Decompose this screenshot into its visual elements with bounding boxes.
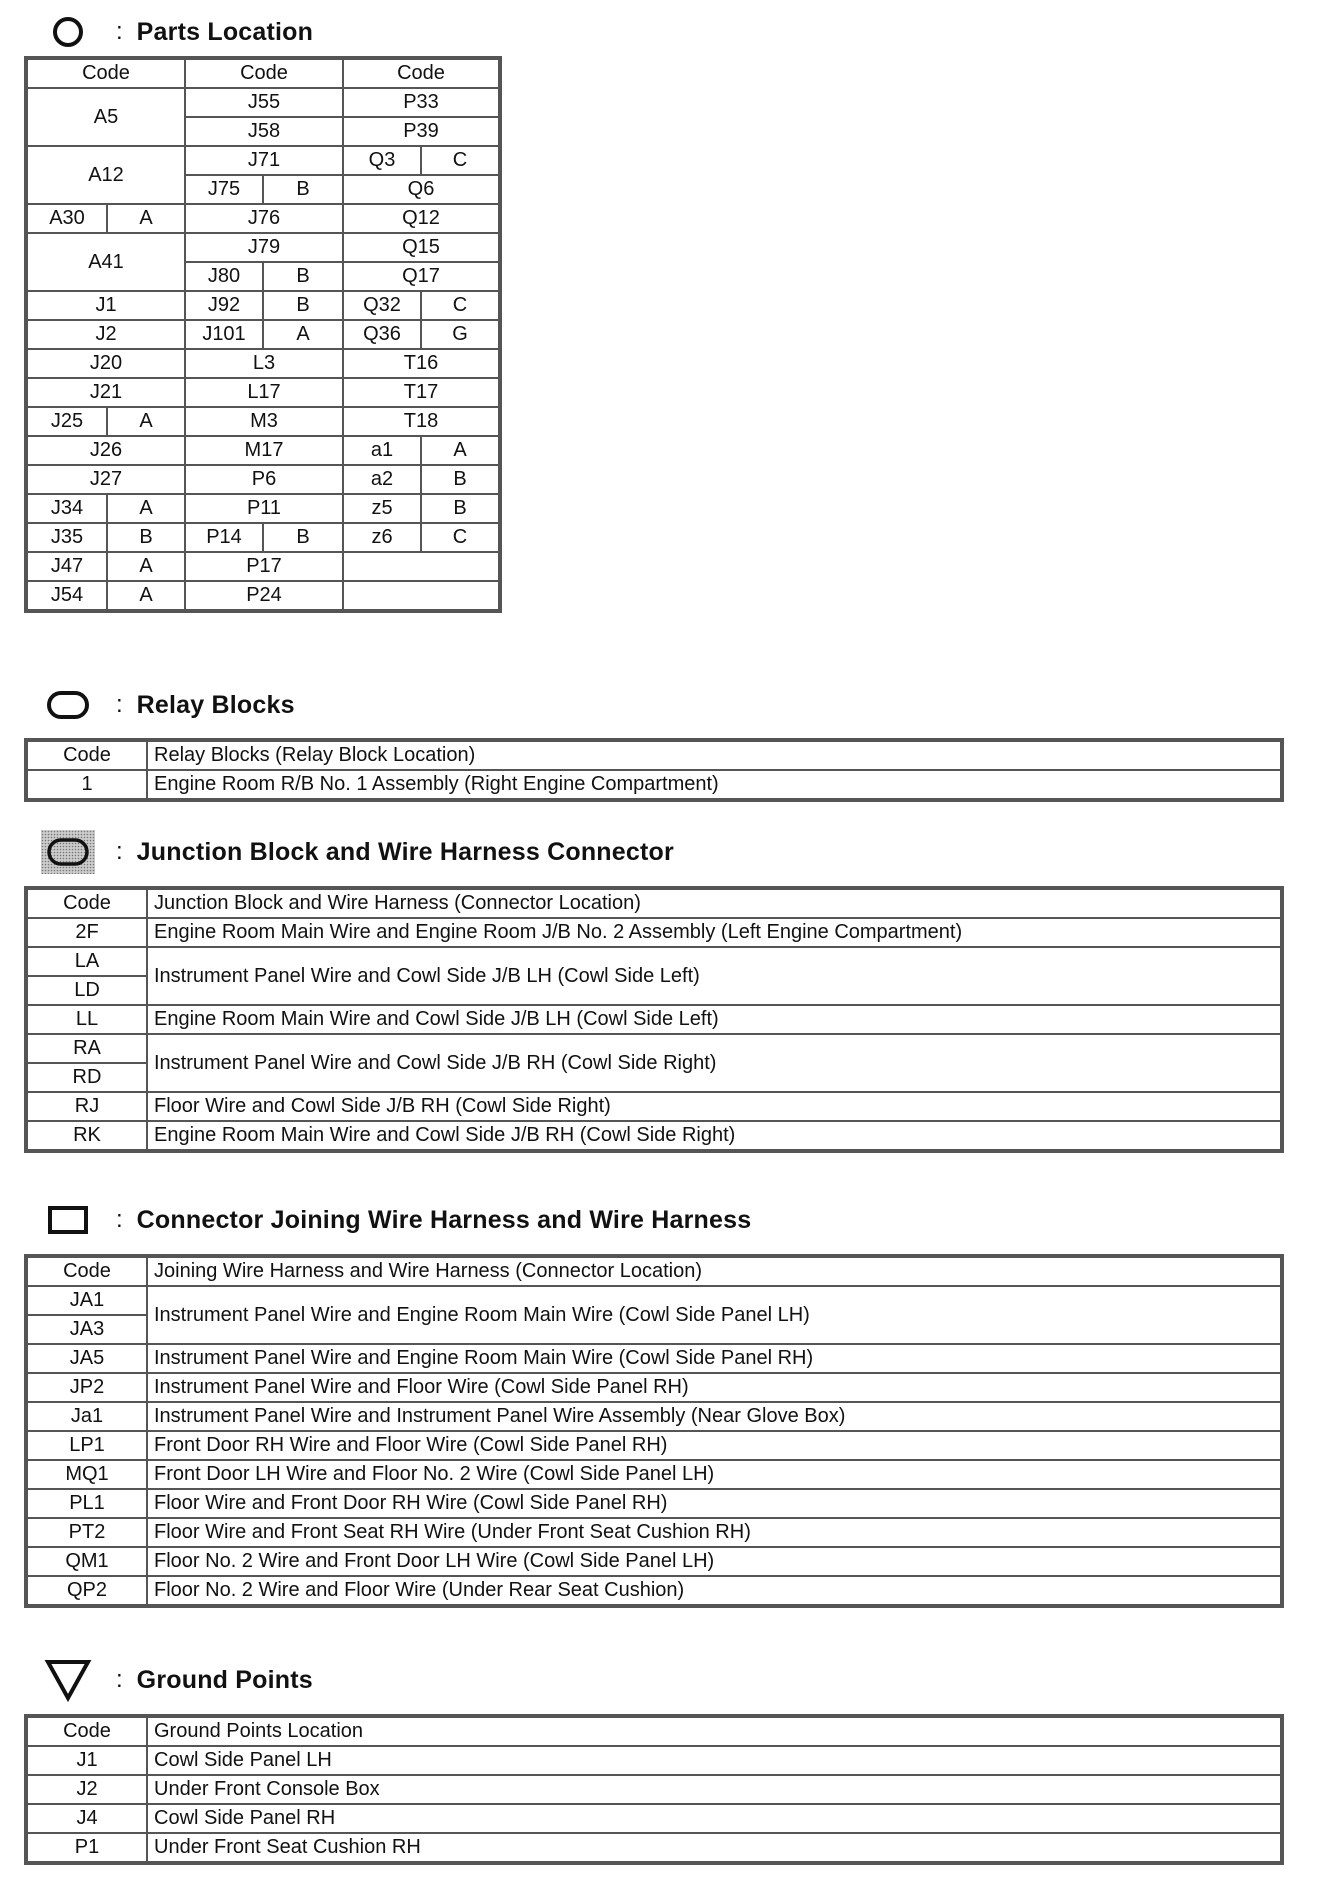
code-cell: P17 xyxy=(185,552,343,581)
code-cell: P11 xyxy=(185,494,343,523)
code-cell: QM1 xyxy=(27,1547,147,1576)
code-cell: J47 xyxy=(27,552,107,581)
connector-joining-table xyxy=(26,1256,1282,1606)
code-cell: J4 xyxy=(27,1804,147,1833)
location-cell: Floor Wire and Cowl Side J/B RH (Cowl Side Right) xyxy=(147,1092,1281,1121)
code-cell: J26 xyxy=(27,436,185,465)
location-cell: Floor No. 2 Wire and Floor Wire (Under Rear Seat Cushion) xyxy=(147,1576,1281,1605)
table-row xyxy=(27,407,499,436)
code-cell: P6 xyxy=(185,465,343,494)
code-cell: J1 xyxy=(27,1746,147,1775)
code-cell: J20 xyxy=(27,349,185,378)
code-cell: 2F xyxy=(27,918,147,947)
table-row xyxy=(27,1344,1281,1373)
code-cell: J35 xyxy=(27,523,107,552)
code-cell: LP1 xyxy=(27,1431,147,1460)
header-cell: Code xyxy=(27,889,147,918)
code-cell: A5 xyxy=(27,88,185,146)
colon: : xyxy=(116,1206,123,1233)
sub-code-cell: A xyxy=(107,407,185,436)
location-cell: Floor Wire and Front Seat RH Wire (Under Front Seat Cushion RH) xyxy=(147,1518,1281,1547)
location-cell: Under Front Seat Cushion RH xyxy=(147,1833,1281,1862)
sub-code-cell: G xyxy=(421,320,499,349)
table-row xyxy=(27,581,499,610)
code-cell: Q15 xyxy=(343,233,499,262)
location-cell: Instrument Panel Wire and Floor Wire (Cowl Side Panel RH) xyxy=(147,1373,1281,1402)
section-title: Relay Blocks xyxy=(136,690,295,719)
code-cell: J71 xyxy=(185,146,343,175)
code-cell: M3 xyxy=(185,407,343,436)
code-cell: LA xyxy=(27,947,147,976)
code-cell: RJ xyxy=(27,1092,147,1121)
code-cell: J34 xyxy=(27,494,107,523)
location-cell: Instrument Panel Wire and Cowl Side J/B LH (Cowl Side Left) xyxy=(147,947,1281,1005)
code-cell: L3 xyxy=(185,349,343,378)
table-row xyxy=(27,465,499,494)
table-row xyxy=(27,1746,1281,1775)
table-row xyxy=(27,233,499,262)
code-cell: JP2 xyxy=(27,1373,147,1402)
code-cell: RK xyxy=(27,1121,147,1150)
code-cell: J21 xyxy=(27,378,185,407)
code-cell: J55 xyxy=(185,88,343,117)
relay-blocks-table xyxy=(26,740,1282,800)
code-cell: P1 xyxy=(27,1833,147,1862)
code-cell: J25 xyxy=(27,407,107,436)
junction-block-table xyxy=(26,888,1282,1151)
header-cell: Relay Blocks (Relay Block Location) xyxy=(147,741,1281,770)
location-cell: Instrument Panel Wire and Instrument Panel Wire Assembly (Near Glove Box) xyxy=(147,1402,1281,1431)
relay-blocks-heading xyxy=(40,685,295,725)
table-header-row xyxy=(27,741,1281,770)
table-row xyxy=(27,494,499,523)
table-row xyxy=(27,1121,1281,1150)
table-row xyxy=(27,1547,1281,1576)
table-header-row xyxy=(27,1257,1281,1286)
table-row xyxy=(27,1034,1281,1063)
sub-code-cell: B xyxy=(263,291,343,320)
code-cell: J80 xyxy=(185,262,263,291)
code-cell: J58 xyxy=(185,117,343,146)
code-cell: T17 xyxy=(343,378,499,407)
ground-points-heading xyxy=(40,1660,313,1700)
location-cell: Instrument Panel Wire and Cowl Side J/B RH (Cowl Side Right) xyxy=(147,1034,1281,1092)
section-title: Parts Location xyxy=(136,17,314,46)
junction-block-heading xyxy=(40,832,674,872)
code-cell: J2 xyxy=(27,320,185,349)
code-cell: LD xyxy=(27,976,147,1005)
location-cell: Engine Room Main Wire and Cowl Side J/B RH (Cowl Side Right) xyxy=(147,1121,1281,1150)
code-cell: a1 xyxy=(343,436,421,465)
code-cell: P24 xyxy=(185,581,343,610)
table-row xyxy=(27,1286,1281,1315)
triangle-down-icon xyxy=(40,1660,96,1700)
table-row xyxy=(27,204,499,233)
table-row xyxy=(27,349,499,378)
table-row xyxy=(27,552,499,581)
table-row xyxy=(27,1402,1281,1431)
table-row xyxy=(27,1804,1281,1833)
table-row xyxy=(27,378,499,407)
table-row xyxy=(27,770,1281,799)
table-row xyxy=(27,1373,1281,1402)
table-row xyxy=(27,1092,1281,1121)
rounded-rect-icon xyxy=(40,685,96,725)
location-cell: Cowl Side Panel RH xyxy=(147,1804,1281,1833)
code-cell: Q12 xyxy=(343,204,499,233)
location-cell: Engine Room R/B No. 1 Assembly (Right Engine Compartment) xyxy=(147,770,1281,799)
code-cell: JA5 xyxy=(27,1344,147,1373)
location-cell: Instrument Panel Wire and Engine Room Main Wire (Cowl Side Panel RH) xyxy=(147,1344,1281,1373)
code-cell: RA xyxy=(27,1034,147,1063)
location-cell: Cowl Side Panel LH xyxy=(147,1746,1281,1775)
section-title: Ground Points xyxy=(136,1665,313,1694)
header-cell: Ground Points Location xyxy=(147,1717,1281,1746)
code-cell: J75 xyxy=(185,175,263,204)
code-cell: L17 xyxy=(185,378,343,407)
sub-code-cell: B xyxy=(263,523,343,552)
code-cell: J1 xyxy=(27,291,185,320)
code-cell: P39 xyxy=(343,117,499,146)
sub-code-cell: A xyxy=(107,581,185,610)
sub-code-cell: A xyxy=(421,436,499,465)
sub-code-cell: C xyxy=(421,146,499,175)
location-cell: Front Door LH Wire and Floor No. 2 Wire (Cowl Side Panel LH) xyxy=(147,1460,1281,1489)
code-cell: PT2 xyxy=(27,1518,147,1547)
code-cell: 1 xyxy=(27,770,147,799)
code-cell: Q36 xyxy=(343,320,421,349)
sub-code-cell: B xyxy=(421,494,499,523)
colon: : xyxy=(116,838,123,865)
code-cell: A12 xyxy=(27,146,185,204)
code-cell: J27 xyxy=(27,465,185,494)
code-cell: Ja1 xyxy=(27,1402,147,1431)
code-cell: PL1 xyxy=(27,1489,147,1518)
code-cell: QP2 xyxy=(27,1576,147,1605)
code-cell: Q32 xyxy=(343,291,421,320)
table-row xyxy=(27,947,1281,976)
table-row xyxy=(27,320,499,349)
header-cell: Code xyxy=(27,1717,147,1746)
shaded-rounded-rect-icon xyxy=(40,832,96,872)
sub-code-cell: A xyxy=(107,552,185,581)
table-row xyxy=(27,146,499,175)
sub-code-cell: A xyxy=(107,204,185,233)
code-cell: Q17 xyxy=(343,262,499,291)
section-title: Junction Block and Wire Harness Connector xyxy=(136,837,674,866)
header-cell: Code xyxy=(27,59,185,88)
code-cell: P14 xyxy=(185,523,263,552)
table-header-row xyxy=(27,1717,1281,1746)
table-row xyxy=(27,1431,1281,1460)
code-cell: A41 xyxy=(27,233,185,291)
code-cell: M17 xyxy=(185,436,343,465)
colon: : xyxy=(116,18,123,45)
table-row xyxy=(27,1576,1281,1605)
code-cell: J2 xyxy=(27,1775,147,1804)
code-cell: Q3 xyxy=(343,146,421,175)
empty-cell xyxy=(343,552,499,581)
colon: : xyxy=(116,1666,123,1693)
table-row xyxy=(27,88,499,117)
table-row xyxy=(27,291,499,320)
table-row xyxy=(27,523,499,552)
sub-code-cell: B xyxy=(263,175,343,204)
table-row xyxy=(27,1489,1281,1518)
location-cell: Under Front Console Box xyxy=(147,1775,1281,1804)
code-cell: JA3 xyxy=(27,1315,147,1344)
code-cell: z5 xyxy=(343,494,421,523)
table-header-row xyxy=(27,889,1281,918)
table-row xyxy=(27,918,1281,947)
table-row xyxy=(27,1833,1281,1862)
code-cell: P33 xyxy=(343,88,499,117)
ground-points-table xyxy=(26,1716,1282,1863)
location-cell: Engine Room Main Wire and Cowl Side J/B LH (Cowl Side Left) xyxy=(147,1005,1281,1034)
code-cell: a2 xyxy=(343,465,421,494)
code-cell: MQ1 xyxy=(27,1460,147,1489)
table-row xyxy=(27,1005,1281,1034)
location-cell: Engine Room Main Wire and Engine Room J/B No. 2 Assembly (Left Engine Compartment) xyxy=(147,918,1281,947)
code-cell: RD xyxy=(27,1063,147,1092)
header-cell: Code xyxy=(343,59,499,88)
table-row xyxy=(27,1460,1281,1489)
table-header-row xyxy=(27,59,499,88)
location-cell: Front Door RH Wire and Floor Wire (Cowl Side Panel RH) xyxy=(147,1431,1281,1460)
code-cell: J79 xyxy=(185,233,343,262)
connector-joining-heading xyxy=(40,1200,751,1240)
code-cell: T18 xyxy=(343,407,499,436)
code-cell: T16 xyxy=(343,349,499,378)
header-cell: Junction Block and Wire Harness (Connector Location) xyxy=(147,889,1281,918)
sub-code-cell: A xyxy=(107,494,185,523)
code-cell: z6 xyxy=(343,523,421,552)
code-cell: J54 xyxy=(27,581,107,610)
code-cell: LL xyxy=(27,1005,147,1034)
square-icon xyxy=(40,1200,96,1240)
sub-code-cell: B xyxy=(421,465,499,494)
code-cell: J101 xyxy=(185,320,263,349)
header-cell: Code xyxy=(185,59,343,88)
sub-code-cell: A xyxy=(263,320,343,349)
location-cell: Instrument Panel Wire and Engine Room Main Wire (Cowl Side Panel LH) xyxy=(147,1286,1281,1344)
code-cell: JA1 xyxy=(27,1286,147,1315)
section-title: Connector Joining Wire Harness and Wire Harness xyxy=(136,1205,752,1234)
location-cell: Floor Wire and Front Door RH Wire (Cowl Side Panel RH) xyxy=(147,1489,1281,1518)
code-cell: J76 xyxy=(185,204,343,233)
header-cell: Code xyxy=(27,1257,147,1286)
circle-icon xyxy=(40,12,96,52)
code-cell: Q6 xyxy=(343,175,499,204)
colon: : xyxy=(116,691,123,718)
sub-code-cell: B xyxy=(263,262,343,291)
parts-location-heading xyxy=(40,12,313,52)
header-cell: Joining Wire Harness and Wire Harness (Connector Location) xyxy=(147,1257,1281,1286)
sub-code-cell: B xyxy=(107,523,185,552)
location-cell: Floor No. 2 Wire and Front Door LH Wire (Cowl Side Panel LH) xyxy=(147,1547,1281,1576)
table-row xyxy=(27,1518,1281,1547)
parts-location-table xyxy=(26,58,500,611)
sub-code-cell: C xyxy=(421,523,499,552)
code-cell: A30 xyxy=(27,204,107,233)
empty-cell xyxy=(343,581,499,610)
table-row xyxy=(27,1775,1281,1804)
code-cell: J92 xyxy=(185,291,263,320)
header-cell: Code xyxy=(27,741,147,770)
table-row xyxy=(27,436,499,465)
sub-code-cell: C xyxy=(421,291,499,320)
